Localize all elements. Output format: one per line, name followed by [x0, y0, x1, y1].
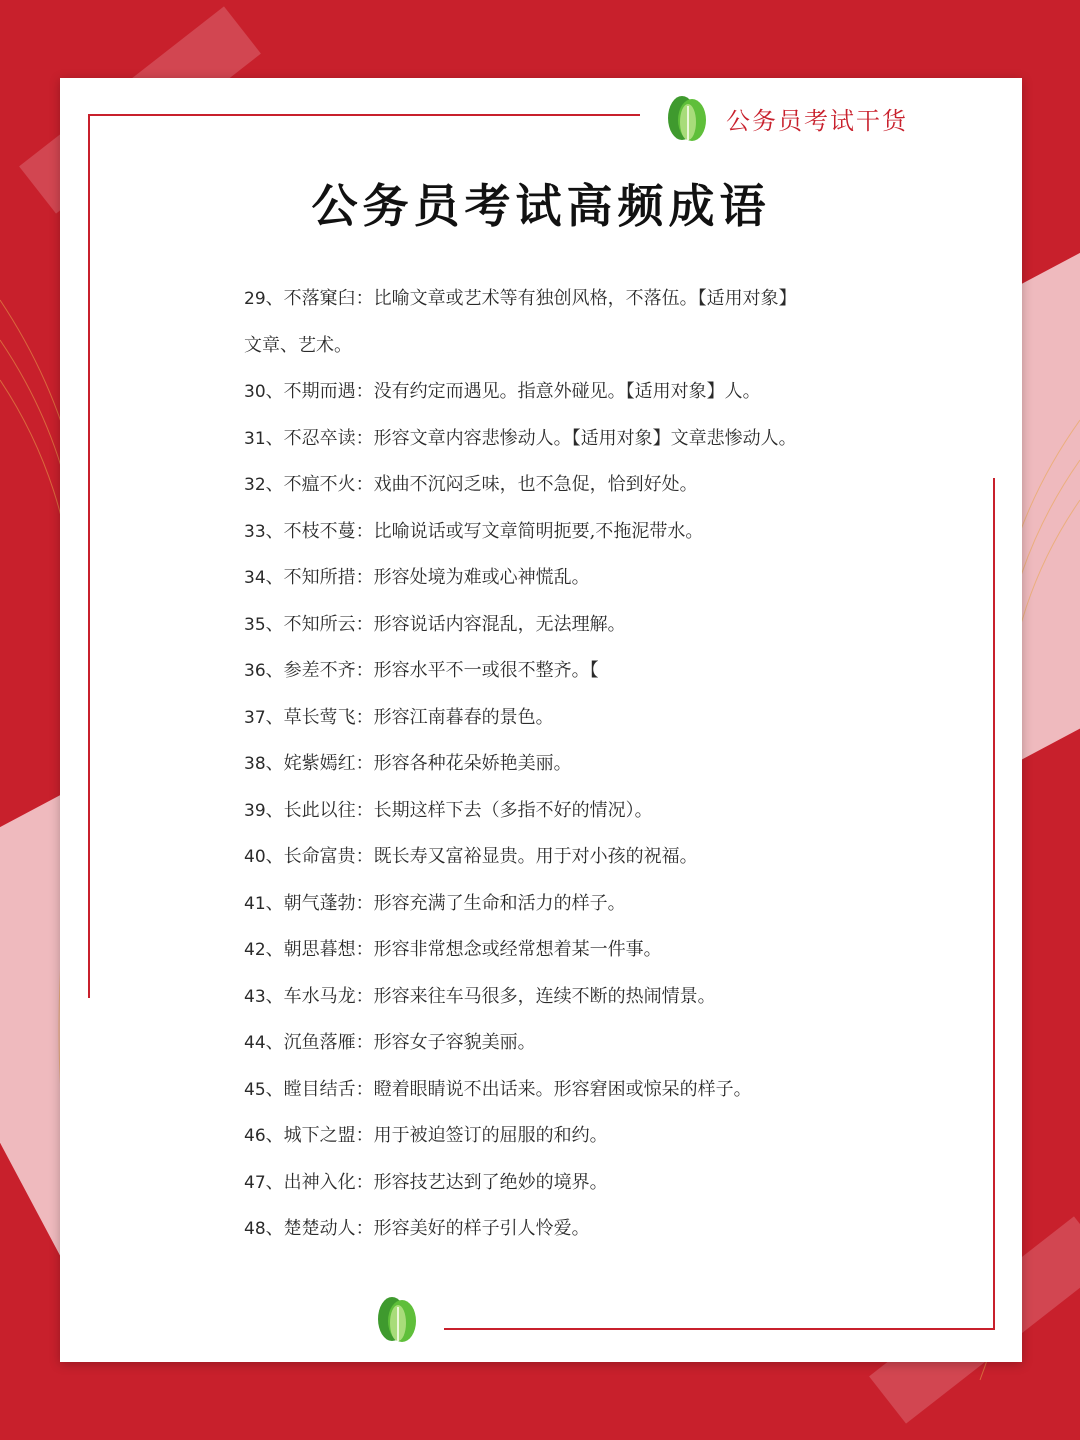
entry-number: 42: [244, 940, 266, 960]
list-item: [244, 695, 964, 742]
entry-text: 、不知所措：形容处境为难或心神慌乱。: [265, 567, 590, 588]
entry-text: 、楚楚动人：形容美好的样子引人怜爱。: [265, 1218, 590, 1239]
entry-text: 、不知所云：形容说话内容混乱，无法理解。: [265, 613, 626, 635]
entry-text: 、沉鱼落雁：形容女子容貌美丽。: [265, 1032, 536, 1053]
entry-number: 48: [244, 1219, 266, 1239]
entry-number: 46: [244, 1126, 266, 1146]
list-item: [244, 741, 964, 788]
idiom-list: [244, 276, 964, 1253]
entry-text: 、不瘟不火：戏曲不沉闷乏味，也不急促，恰到好处。: [265, 474, 698, 495]
list-item: [244, 1206, 964, 1253]
list-item: [244, 1067, 964, 1114]
entry-text: 、车水马龙：形容来往车马很多，连续不断的热闹情景。: [265, 985, 716, 1007]
entry-text: 、长此以往：长期这样下去（多指不好的情况）。: [265, 799, 653, 821]
entry-number: 30: [244, 382, 266, 402]
entry-number: 44: [244, 1033, 266, 1053]
entry-number: 32: [244, 475, 266, 495]
entry-number: 36: [244, 661, 266, 681]
list-item: [244, 974, 964, 1021]
brand-header: [664, 88, 908, 148]
entry-number: 37: [244, 707, 266, 728]
entry-text: 、朝气蓬勃：形容充满了生命和活力的样子。: [265, 892, 626, 914]
frame-line-right: [993, 478, 995, 1330]
list-item: [244, 881, 964, 928]
entry-text: 、姹紫嫣红：形容各种花朵娇艳美丽。: [265, 753, 572, 774]
page-title: 公务员考试高频成语: [311, 179, 771, 233]
list-item: [244, 602, 964, 649]
entry-text: 、长命富贵：既长寿又富裕显贵。用于对小孩的祝福。: [265, 846, 698, 867]
entry-number: 39: [244, 800, 266, 821]
entry-number: 33: [244, 521, 266, 542]
entry-number: 31: [244, 428, 266, 449]
cabbage-icon: [664, 92, 712, 144]
list-item: [244, 834, 964, 881]
entry-number: 43: [244, 986, 266, 1007]
entry-text: 、不期而遇：没有约定而遇见。指意外碰见。【适用对象】人。: [265, 381, 761, 402]
entry-number: 40: [244, 847, 266, 867]
entry-text: 文章、艺术。: [244, 334, 352, 356]
list-item: [244, 1160, 964, 1207]
entry-text: 、城下之盟：用于被迫签订的屈服的和约。: [265, 1125, 608, 1146]
entry-text: 、出神入化：形容技艺达到了绝妙的境界。: [265, 1171, 608, 1193]
frame-line-top: [88, 114, 640, 116]
entry-number: 34: [244, 568, 266, 588]
entry-text: 、瞠目结舌：瞪着眼睛说不出话来。形容窘困或惊呆的样子。: [265, 1078, 752, 1100]
entry-text: 、草长莺飞：形容江南暮春的景色。: [265, 706, 554, 728]
list-item: [244, 509, 964, 556]
list-item: [244, 416, 964, 463]
entry-text: 、不落窠臼：比喻文章或艺术等有独创风格，不落伍。【适用对象】: [265, 288, 797, 309]
brand-name: 公务员考试干货: [726, 106, 908, 135]
list-item: [244, 1113, 964, 1160]
entry-number: 35: [244, 614, 266, 635]
cabbage-icon: [374, 1292, 422, 1346]
list-item: [244, 1020, 964, 1067]
list-item: [244, 788, 964, 835]
entry-text: 、朝思暮想：形容非常想念或经常想着某一件事。: [265, 939, 662, 960]
entry-text: 、不枝不蔓：比喻说话或写文章简明扼要,不拖泥带水。: [265, 520, 704, 542]
list-item: [244, 927, 964, 974]
list-item: [244, 276, 964, 323]
entry-text: 、不忍卒读：形容文章内容悲惨动人。【适用对象】文章悲惨动人。: [265, 427, 797, 449]
frame-line-bottom: [444, 1328, 995, 1330]
frame-line-left: [88, 114, 90, 998]
list-item: [244, 369, 964, 416]
entry-number: 29: [244, 289, 266, 309]
footer-logo: [374, 1292, 422, 1350]
list-item: [244, 648, 964, 695]
entry-number: 47: [244, 1172, 266, 1193]
entry-text: 、参差不齐：形容水平不一或很不整齐。【: [265, 660, 599, 681]
entry-number: 41: [244, 893, 266, 914]
list-item: [244, 462, 964, 509]
entry-number: 38: [244, 754, 266, 774]
document-sheet: [60, 78, 1022, 1362]
entry-number: 45: [244, 1079, 266, 1100]
list-item: [244, 323, 964, 370]
list-item: [244, 555, 964, 602]
